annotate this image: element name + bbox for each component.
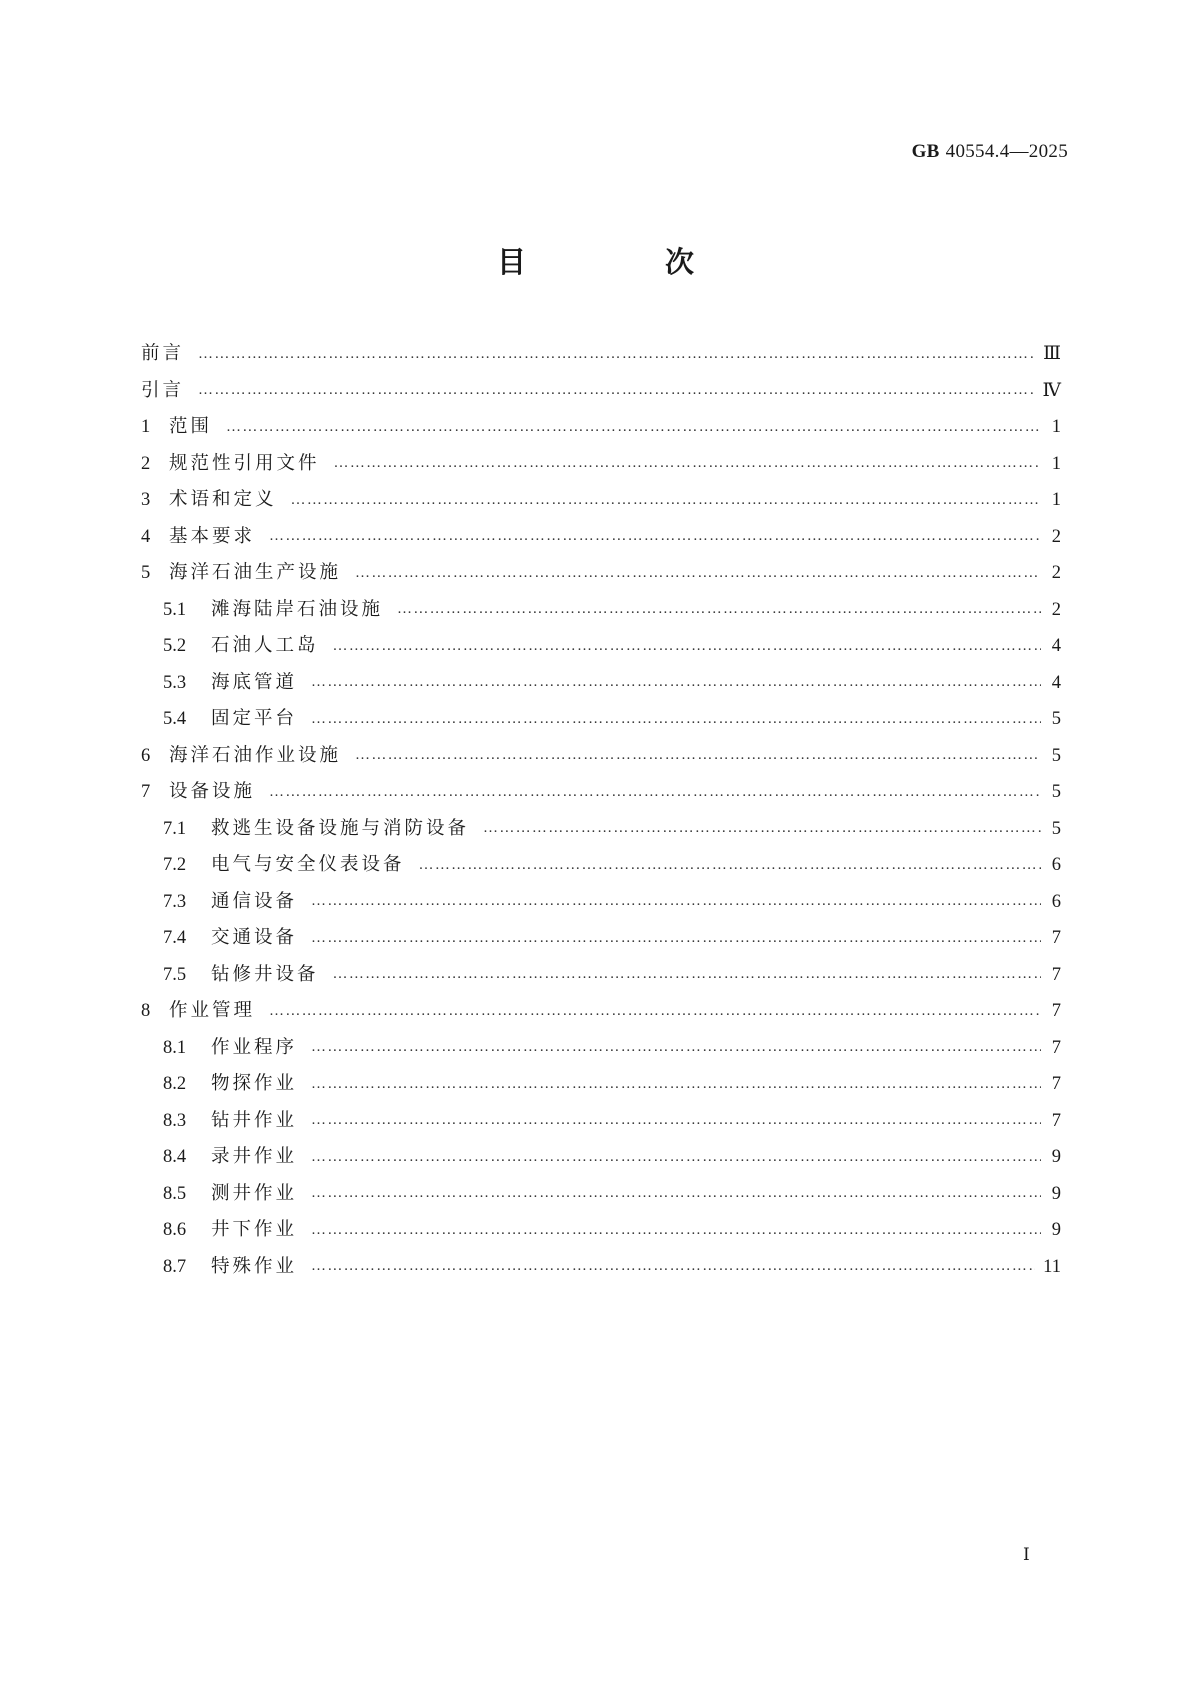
toc-entry-number: 7.2 [163, 855, 187, 875]
toc-entry-number: 4 [141, 526, 151, 547]
toc-entry-title: 特殊作业 [211, 1255, 298, 1277]
toc-entry-title: 井下作业 [211, 1219, 298, 1240]
toc-entry-page: 9 [1051, 1147, 1061, 1167]
toc-entry-number: 8.2 [163, 1074, 187, 1094]
toc-entry-number: 2 [141, 453, 151, 474]
toc-entry-title: 规范性引用文件 [169, 452, 320, 474]
toc-entry-page: 1 [1051, 490, 1061, 510]
toc-entry-number: 8.4 [163, 1147, 187, 1167]
toc-entry[interactable] [141, 774, 1061, 811]
toc-dot-leader [269, 1004, 1041, 1019]
toc-entry[interactable] [141, 738, 1061, 775]
toc-entry-page: Ⅳ [1042, 380, 1061, 401]
toc-dot-leader [355, 748, 1041, 763]
toc-entry[interactable] [141, 847, 1061, 884]
toc-entry-page: 2 [1051, 599, 1061, 620]
standard-prefix: GB [911, 141, 940, 162]
standard-code [912, 141, 1068, 163]
toc-entry[interactable] [141, 1103, 1061, 1140]
toc-entry[interactable] [141, 993, 1061, 1030]
toc-dot-leader [397, 602, 1041, 617]
toc-dot-leader [291, 493, 1041, 508]
toc-entry-page: 7 [1051, 1001, 1061, 1021]
toc-entry[interactable] [141, 811, 1061, 848]
toc-entry-title: 海洋石油生产设施 [169, 562, 342, 583]
toc-dot-leader [226, 420, 1041, 435]
toc-entry-title: 物探作业 [211, 1073, 298, 1094]
toc-entry-title: 石油人工岛 [211, 635, 319, 656]
toc-entry[interactable] [141, 957, 1061, 994]
toc-entry-title: 海洋石油作业设施 [169, 744, 342, 766]
toc-entry[interactable] [141, 446, 1061, 483]
toc-dot-leader [269, 529, 1041, 544]
toc-entry[interactable] [141, 1066, 1061, 1103]
toc-dot-leader [198, 347, 1035, 362]
toc-entry-page: 1 [1051, 417, 1061, 437]
toc-dot-leader [198, 383, 1035, 398]
toc-entry[interactable] [141, 409, 1061, 446]
toc-entry-title: 救逃生设备设施与消防设备 [211, 817, 470, 839]
toc-entry-title: 通信设备 [211, 890, 298, 912]
toc-entry[interactable] [141, 920, 1061, 957]
toc-entry[interactable] [141, 884, 1061, 921]
toc-entry-page: 2 [1051, 563, 1061, 583]
toc-entry-number: 3 [141, 490, 151, 510]
toc-entry-page: Ⅲ [1043, 344, 1061, 364]
toc-entry-title: 作业程序 [211, 1036, 298, 1058]
toc-entry-page: 7 [1051, 1037, 1061, 1058]
toc-entry-page: 7 [1051, 964, 1061, 985]
toc-dot-leader [311, 712, 1041, 727]
toc-entry-title: 设备设施 [169, 781, 256, 802]
toc-entry[interactable] [141, 1139, 1061, 1176]
toc-entry-title: 钻修井设备 [211, 963, 319, 985]
toc-entry-title: 基本要求 [169, 525, 256, 547]
toc-entry-number: 7.4 [163, 928, 187, 948]
toc-dot-leader [311, 1259, 1035, 1274]
toc-entry-title: 电气与安全仪表设备 [211, 854, 405, 875]
toc-entry-page: 6 [1051, 855, 1061, 875]
toc-entry-number: 7.1 [163, 818, 187, 839]
toc-entry-number: 5 [141, 563, 151, 583]
table-of-contents [141, 336, 1061, 1285]
toc-dot-leader [311, 1150, 1041, 1165]
toc-entry[interactable] [141, 592, 1061, 629]
toc-entry-title: 前言 [141, 343, 185, 364]
toc-dot-leader [311, 1186, 1041, 1201]
toc-dot-leader [311, 1113, 1041, 1128]
toc-entry-title: 引言 [141, 379, 185, 401]
toc-dot-leader [311, 894, 1041, 909]
toc-entry-page: 5 [1051, 709, 1061, 729]
toc-entry-number: 1 [141, 417, 151, 437]
toc-entry-page: 5 [1051, 818, 1061, 839]
toc-entry-page: 9 [1051, 1220, 1061, 1240]
toc-entry-title: 测井作业 [211, 1182, 298, 1204]
toc-dot-leader [483, 821, 1041, 836]
toc-entry-number: 5.2 [163, 636, 187, 656]
toc-entry[interactable] [141, 1212, 1061, 1249]
toc-entry[interactable] [141, 336, 1061, 373]
toc-dot-leader [311, 1223, 1041, 1238]
toc-entry[interactable] [141, 555, 1061, 592]
toc-entry-page: 5 [1051, 745, 1061, 766]
toc-dot-leader [333, 639, 1041, 654]
toc-entry[interactable] [141, 482, 1061, 519]
toc-entry-title: 海底管道 [211, 671, 298, 693]
standard-number: 40554.4—2025 [945, 141, 1068, 162]
toc-entry-title: 范围 [169, 416, 213, 437]
toc-entry-title: 滩海陆岸石油设施 [211, 598, 384, 620]
toc-entry[interactable] [141, 1249, 1061, 1286]
toc-dot-leader [269, 785, 1041, 800]
toc-entry-title: 钻井作业 [211, 1109, 298, 1131]
toc-entry-number: 5.4 [163, 709, 187, 729]
toc-entry-number: 5.3 [163, 672, 187, 693]
toc-entry-page: 4 [1051, 636, 1061, 656]
toc-entry-page: 5 [1051, 782, 1061, 802]
toc-dot-leader [311, 675, 1041, 690]
toc-dot-leader [333, 967, 1041, 982]
toc-entry-number: 6 [141, 745, 151, 766]
toc-entry-number: 5.1 [163, 599, 187, 620]
toc-entry-page: 4 [1051, 672, 1061, 693]
toc-dot-leader [334, 456, 1041, 471]
toc-entry-page: 7 [1051, 1110, 1061, 1131]
page-number: Ⅰ [1023, 1545, 1030, 1564]
toc-entry[interactable] [141, 665, 1061, 702]
toc-entry-title: 录井作业 [211, 1146, 298, 1167]
toc-entry-number: 8.7 [163, 1256, 187, 1277]
toc-entry-number: 8.1 [163, 1037, 187, 1058]
toc-entry-number: 7.3 [163, 891, 187, 912]
toc-entry-number: 7 [141, 782, 151, 802]
toc-title: 目 次 [496, 245, 749, 279]
toc-entry-number: 8 [141, 1001, 151, 1021]
toc-dot-leader [311, 1077, 1041, 1092]
toc-entry-number: 8.6 [163, 1220, 187, 1240]
toc-entry[interactable] [141, 1176, 1061, 1213]
toc-entry-page: 7 [1051, 1074, 1061, 1094]
toc-dot-leader [311, 1040, 1041, 1055]
toc-entry-title: 交通设备 [211, 927, 298, 948]
toc-entry-title: 术语和定义 [169, 489, 277, 510]
toc-entry-title: 作业管理 [169, 1000, 256, 1021]
toc-dot-leader [355, 566, 1041, 581]
toc-dot-leader [419, 858, 1041, 873]
toc-entry[interactable] [141, 701, 1061, 738]
toc-entry-number: 8.3 [163, 1110, 187, 1131]
toc-entry-number: 8.5 [163, 1183, 187, 1204]
toc-entry-page: 1 [1051, 453, 1061, 474]
toc-entry[interactable] [141, 373, 1061, 410]
toc-entry[interactable] [141, 1030, 1061, 1067]
toc-entry-page: 2 [1051, 526, 1061, 547]
toc-entry[interactable] [141, 628, 1061, 665]
toc-dot-leader [311, 931, 1041, 946]
toc-entry-page: 11 [1043, 1256, 1061, 1277]
toc-entry-page: 6 [1051, 891, 1061, 912]
toc-entry[interactable] [141, 519, 1061, 556]
toc-entry-page: 7 [1051, 928, 1061, 948]
toc-entry-page: 9 [1051, 1183, 1061, 1204]
toc-entry-number: 7.5 [163, 964, 187, 985]
toc-entry-title: 固定平台 [211, 708, 298, 729]
